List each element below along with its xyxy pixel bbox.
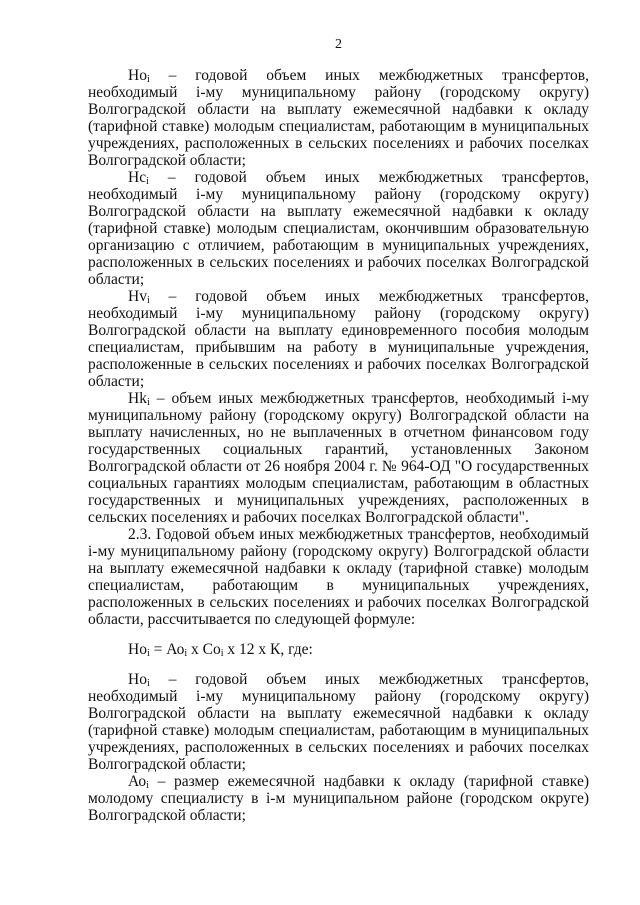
symbol-subscript: i xyxy=(146,74,150,85)
paragraph-text: – годовой объем иных межбюджетных трансфертов, необходимый i-му муниципальному району (городскому округу) Волгоградской области на выплату ежемесячной надбавки к окладу (тарифной ставке) молодым специалистам, работающим в муниципальных учреждениях, расположенных в сельских поселениях и рабочих поселках Волгоградской области; xyxy=(88,671,589,773)
paragraph-ho-definition xyxy=(88,67,589,169)
symbol: Ао xyxy=(128,773,147,790)
symbol: Нс xyxy=(128,169,147,186)
definition-ho xyxy=(88,671,589,773)
symbol: Но xyxy=(128,671,147,688)
symbol-subscript: i xyxy=(146,295,150,306)
formula-lhs: Но xyxy=(128,641,147,658)
paragraph-text: – годовой объем иных межбюджетных трансфертов, необходимый i-му муниципальному району (городскому округу) Волгоградской области на выплату ежемесячной надбавки к окладу (тарифной ставке) молодым специалистам, окончившим образовательную организацию с отличием, работающим в муниципальных учреждениях, расположенных в сельских поселениях и рабочих поселках Волгоградской области; xyxy=(88,169,589,288)
formula-lhs-subscript: i xyxy=(146,648,150,659)
paragraph-text: – объем иных межбюджетных трансфертов, необходимый i-му муниципальному району (городскому округу) Волгоградской области на выплату начисленных, но не выплаченных в отчетном финансовом году государственных социальных гарантий, установленных Законом Волгоградской области от 26 ноября 2004 г. № 964-ОД "О государственных социальных гарантиях молодым специалистам, работающим в областных государственных и муниципальных учреждениях, расположенных в сельских поселениях и рабочих поселках Волгоградской области". xyxy=(88,390,589,526)
formula xyxy=(88,641,589,658)
paragraph-section-2-3 xyxy=(88,526,589,628)
formula-rest: x 12 x К, где: xyxy=(223,641,313,658)
symbol-subscript: i xyxy=(146,678,150,689)
symbol-subscript: i xyxy=(146,176,149,187)
symbol: Нv xyxy=(128,288,147,305)
symbol-subscript: i xyxy=(146,397,150,408)
paragraph-hc-definition xyxy=(88,169,589,288)
formula-ao: = Ао xyxy=(149,641,185,658)
symbol-subscript: i xyxy=(146,780,149,791)
formula-ao-subscript: i xyxy=(184,648,188,659)
formula-co: x Со xyxy=(187,641,221,658)
formula-co-subscript: i xyxy=(220,648,224,659)
symbol: Но xyxy=(128,67,147,84)
paragraph-text: 2.3. Годовой объем иных межбюджетных трансфертов, необходимый i-му муниципальному району (городскому округу) Волгоградской области на выплату ежемесячной надбавки к окладу (тарифной ставке) молодым специалистам, работающим в муниципальных учреждениях, расположенных в сельских поселениях и рабочих поселках Волгоградской области, рассчитывается по следующей формуле: xyxy=(88,526,589,628)
definition-ao xyxy=(88,773,589,824)
paragraph-hv-definition xyxy=(88,288,589,390)
page-number: 2 xyxy=(335,37,342,52)
paragraph-hk-definition xyxy=(88,390,589,526)
paragraph-text: – годовой объем иных межбюджетных трансфертов, необходимый i-му муниципальному району (городскому округу) Волгоградской области на выплату единовременного пособия молодым специалистам, прибывшим на работу в муниципальные учреждения, расположенные в сельских поселениях и рабочих поселках Волгоградской области; xyxy=(88,288,589,390)
paragraph-text: – размер ежемесячной надбавки к окладу (тарифной ставке) молодому специалисту в i-м муниципальном районе (городском округе) Волгоградской области; xyxy=(88,773,589,824)
symbol: Нk xyxy=(128,390,147,407)
paragraph-text: – годовой объем иных межбюджетных трансфертов, необходимый i-му муниципальному району (городскому округу) Волгоградской области на выплату ежемесячной надбавки к окладу (тарифной ставке) молодым специалистам, работающим в муниципальных учреждениях, расположенных в сельских поселениях и рабочих поселках Волгоградской области; xyxy=(88,67,589,169)
